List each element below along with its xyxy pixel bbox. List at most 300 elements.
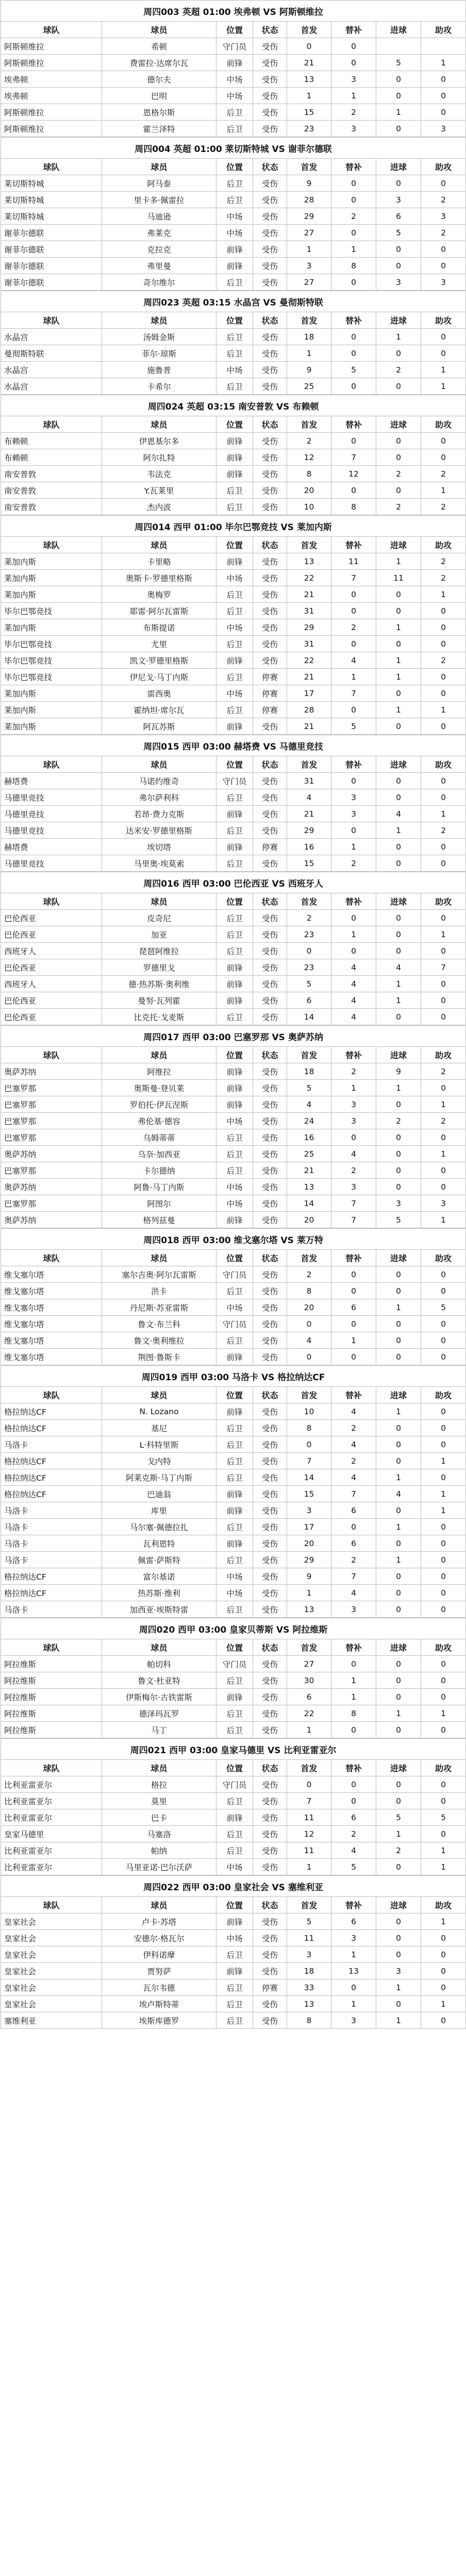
assists-cell: 1: [421, 806, 466, 822]
table-row: [1, 1793, 466, 1809]
column-header-player: 球员: [102, 1897, 217, 1913]
starts-cell: 21: [287, 718, 331, 735]
status-cell: 受伤: [253, 1946, 287, 1963]
subs-cell: 0: [331, 1349, 376, 1365]
assists-cell: 0: [421, 855, 466, 872]
assists-cell: 0: [421, 1436, 466, 1453]
position-cell: 前锋: [217, 839, 253, 855]
player-cell: 鲁文·奥利维拉: [102, 1332, 217, 1349]
subs-cell: 2: [331, 1453, 376, 1469]
status-cell: 受伤: [253, 1469, 287, 1486]
goals-cell: 1: [376, 1469, 421, 1486]
column-header-assists: 助攻: [421, 1250, 466, 1266]
position-cell: 前锋: [217, 433, 253, 449]
status-cell: 受伤: [253, 619, 287, 636]
table-row: [1, 1585, 466, 1601]
column-header-position: 位置: [217, 159, 253, 175]
column-header-subs: 替补: [331, 416, 376, 433]
match-table: [1, 1618, 466, 1738]
goals-cell: 0: [376, 1913, 421, 1930]
player-cell: 伊科诺摩: [102, 1946, 217, 1963]
starts-cell: 11: [287, 1809, 331, 1826]
starts-cell: 13: [287, 71, 331, 88]
assists-cell: 0: [421, 433, 466, 449]
position-cell: 前锋: [217, 1689, 253, 1705]
position-cell: 中场: [217, 208, 253, 225]
subs-cell: 2: [331, 104, 376, 121]
match-table: [1, 1228, 466, 1365]
match-title-row: [1, 1876, 466, 1897]
column-header-subs: 替补: [331, 1760, 376, 1776]
player-cell: 帕切科: [102, 1656, 217, 1672]
goals-cell: 0: [376, 1793, 421, 1809]
position-cell: 守门员: [217, 38, 253, 55]
position-cell: 前锋: [217, 1913, 253, 1930]
player-cell: 奇尔维尔: [102, 274, 217, 291]
column-header-status: 状态: [253, 22, 287, 38]
starts-cell: 31: [287, 603, 331, 619]
table-row: [1, 2012, 466, 2029]
starts-cell: 0: [287, 1349, 331, 1365]
team-cell: 皇家社会: [1, 1979, 102, 1996]
player-cell: 马尔塞·佩德拉扎: [102, 1519, 217, 1535]
table-row: [1, 1689, 466, 1705]
position-cell: 后卫: [217, 822, 253, 839]
subs-cell: 0: [331, 586, 376, 603]
position-cell: 前锋: [217, 1063, 253, 1080]
player-cell: 阿瓦苏斯: [102, 718, 217, 735]
position-cell: 前锋: [217, 1963, 253, 1979]
goals-cell: 0: [376, 1946, 421, 1963]
status-cell: 受伤: [253, 1420, 287, 1436]
table-row: [1, 1705, 466, 1722]
goals-cell: 4: [376, 806, 421, 822]
table-row: [1, 718, 466, 735]
goals-cell: 0: [376, 1009, 421, 1025]
team-cell: 莱加内斯: [1, 685, 102, 702]
goals-cell: 0: [376, 88, 421, 104]
table-row: [1, 1469, 466, 1486]
column-header-player: 球员: [102, 1760, 217, 1776]
starts-cell: 17: [287, 685, 331, 702]
table-row: [1, 976, 466, 992]
assists-cell: 0: [421, 1332, 466, 1349]
position-cell: 后卫: [217, 1979, 253, 1996]
team-cell: 巴伦西亚: [1, 1009, 102, 1025]
starts-cell: 25: [287, 378, 331, 395]
status-cell: 受伤: [253, 482, 287, 499]
table-row: [1, 669, 466, 685]
table-row: [1, 1436, 466, 1453]
team-cell: 巴伦西亚: [1, 992, 102, 1009]
subs-cell: 6: [331, 1913, 376, 1930]
subs-cell: 0: [331, 910, 376, 926]
position-cell: 后卫: [217, 1996, 253, 2012]
table-row: [1, 652, 466, 669]
position-cell: 前锋: [217, 466, 253, 482]
table-row: [1, 1946, 466, 1963]
assists-cell: 2: [421, 652, 466, 669]
assists-cell: 1: [421, 1453, 466, 1469]
column-header-player: 球员: [102, 537, 217, 553]
goals-cell: 1: [376, 553, 421, 570]
status-cell: 受伤: [253, 1212, 287, 1228]
team-cell: 格拉纳达CF: [1, 1585, 102, 1601]
column-header-player: 球员: [102, 416, 217, 433]
player-cell: 阿维拉: [102, 1063, 217, 1080]
status-cell: 受伤: [253, 104, 287, 121]
assists-cell: 1: [421, 1486, 466, 1502]
assists-cell: 0: [421, 1469, 466, 1486]
column-header-subs: 替补: [331, 22, 376, 38]
column-header-assists: 助攻: [421, 1897, 466, 1913]
status-cell: 受伤: [253, 88, 287, 104]
starts-cell: 21: [287, 669, 331, 685]
match-title: 周四004 英超 01:00 莱切斯特城 VS 谢菲尔德联: [1, 138, 466, 159]
position-cell: 后卫: [217, 789, 253, 806]
team-cell: 布赖顿: [1, 433, 102, 449]
subs-cell: 0: [331, 1979, 376, 1996]
position-cell: 后卫: [217, 1009, 253, 1025]
column-header-row: [1, 1639, 466, 1656]
starts-cell: 8: [287, 466, 331, 482]
column-header-goals: 进球: [376, 416, 421, 433]
starts-cell: 31: [287, 773, 331, 789]
column-header-assists: 助攻: [421, 1760, 466, 1776]
starts-cell: 4: [287, 1096, 331, 1113]
column-header-goals: 进球: [376, 1897, 421, 1913]
team-cell: 赫塔费: [1, 839, 102, 855]
table-row: [1, 806, 466, 822]
position-cell: 中场: [217, 619, 253, 636]
column-header-row: [1, 893, 466, 910]
column-header-starts: 首发: [287, 1760, 331, 1776]
column-header-team: 球队: [1, 22, 102, 38]
position-cell: 中场: [217, 362, 253, 378]
goals-cell: 0: [376, 1776, 421, 1793]
starts-cell: 10: [287, 1403, 331, 1420]
table-row: [1, 274, 466, 291]
goals-cell: 0: [376, 1930, 421, 1946]
column-header-subs: 替补: [331, 893, 376, 910]
starts-cell: 23: [287, 959, 331, 976]
team-cell: 格拉纳达CF: [1, 1403, 102, 1420]
goals-cell: 0: [376, 603, 421, 619]
team-cell: 巴塞罗那: [1, 1113, 102, 1129]
table-row: [1, 1080, 466, 1096]
starts-cell: 30: [287, 1672, 331, 1689]
subs-cell: 8: [331, 258, 376, 274]
subs-cell: 0: [331, 1519, 376, 1535]
player-cell: 阿鲁·马丁内斯: [102, 1179, 217, 1195]
starts-cell: 16: [287, 1129, 331, 1146]
subs-cell: 2: [331, 1826, 376, 1842]
team-cell: 维戈塞尔塔: [1, 1349, 102, 1365]
assists-cell: 1: [421, 1502, 466, 1519]
position-cell: 前锋: [217, 258, 253, 274]
table-row: [1, 943, 466, 959]
starts-cell: 0: [287, 1316, 331, 1332]
player-cell: 耶雷·阿尔瓦雷斯: [102, 603, 217, 619]
player-cell: 弗莱克: [102, 225, 217, 241]
match-title-row: [1, 1026, 466, 1047]
position-cell: 前锋: [217, 806, 253, 822]
position-cell: 前锋: [217, 992, 253, 1009]
subs-cell: 0: [331, 225, 376, 241]
assists-cell: 2: [421, 499, 466, 515]
column-header-position: 位置: [217, 1897, 253, 1913]
match-title: 周四022 西甲 03:00 皇家社会 VS 塞维利亚: [1, 1876, 466, 1897]
match-title-row: [1, 1739, 466, 1760]
team-cell: 南安普敦: [1, 466, 102, 482]
position-cell: 前锋: [217, 652, 253, 669]
status-cell: 受伤: [253, 1332, 287, 1349]
starts-cell: 12: [287, 1826, 331, 1842]
status-cell: 受伤: [253, 1552, 287, 1568]
column-header-team: 球队: [1, 159, 102, 175]
column-header-subs: 替补: [331, 756, 376, 773]
player-cell: 希顿: [102, 38, 217, 55]
assists-cell: 0: [421, 329, 466, 345]
position-cell: 前锋: [217, 959, 253, 976]
player-cell: 韦法克: [102, 466, 217, 482]
team-cell: 巴塞罗那: [1, 1129, 102, 1146]
starts-cell: 28: [287, 192, 331, 208]
goals-cell: 0: [376, 1996, 421, 2012]
starts-cell: 0: [287, 1776, 331, 1793]
status-cell: 受伤: [253, 274, 287, 291]
table-row: [1, 553, 466, 570]
starts-cell: 14: [287, 1469, 331, 1486]
position-cell: 中场: [217, 1113, 253, 1129]
starts-cell: 8: [287, 2012, 331, 2029]
status-cell: 受伤: [253, 910, 287, 926]
subs-cell: 8: [331, 499, 376, 515]
column-header-status: 状态: [253, 537, 287, 553]
goals-cell: 0: [376, 1283, 421, 1299]
table-row: [1, 378, 466, 395]
status-cell: 受伤: [253, 1963, 287, 1979]
position-cell: 后卫: [217, 1162, 253, 1179]
status-cell: 受伤: [253, 449, 287, 466]
table-row: [1, 71, 466, 88]
subs-cell: 6: [331, 1299, 376, 1316]
table-row: [1, 1486, 466, 1502]
team-cell: 巴伦西亚: [1, 910, 102, 926]
team-cell: 奥萨苏纳: [1, 1146, 102, 1162]
goals-cell: 1: [376, 992, 421, 1009]
assists-cell: 0: [421, 636, 466, 652]
starts-cell: 21: [287, 586, 331, 603]
assists-cell: 1: [421, 362, 466, 378]
column-header-status: 状态: [253, 1387, 287, 1403]
player-cell: 奥斯曼·登贝莱: [102, 1080, 217, 1096]
goals-cell: 0: [376, 773, 421, 789]
goals-cell: 0: [376, 636, 421, 652]
assists-cell: 0: [421, 1979, 466, 1996]
goals-cell: 0: [376, 449, 421, 466]
goals-cell: 9: [376, 1063, 421, 1080]
subs-cell: 0: [331, 38, 376, 55]
team-cell: 谢菲尔德联: [1, 241, 102, 258]
goals-cell: 5: [376, 55, 421, 71]
position-cell: 后卫: [217, 345, 253, 362]
player-cell: 卡里略: [102, 553, 217, 570]
column-header-starts: 首发: [287, 312, 331, 329]
player-cell: N. Lozano: [102, 1403, 217, 1420]
goals-cell: 0: [376, 1453, 421, 1469]
position-cell: 前锋: [217, 1403, 253, 1420]
position-cell: 前锋: [217, 553, 253, 570]
position-cell: 前锋: [217, 1486, 253, 1502]
column-header-subs: 替补: [331, 1387, 376, 1403]
table-row: [1, 1842, 466, 1859]
team-cell: 巴伦西亚: [1, 959, 102, 976]
position-cell: 前锋: [217, 976, 253, 992]
team-cell: 阿拉维斯: [1, 1656, 102, 1672]
team-cell: 格拉纳达CF: [1, 1486, 102, 1502]
status-cell: 受伤: [253, 1793, 287, 1809]
starts-cell: 15: [287, 104, 331, 121]
match-title: 周四014 西甲 01:00 毕尔巴鄂竞技 VS 莱加内斯: [1, 516, 466, 537]
subs-cell: 0: [331, 1266, 376, 1283]
match-table: [1, 1738, 466, 1875]
goals-cell: 0: [376, 258, 421, 274]
subs-cell: 3: [331, 1601, 376, 1618]
player-cell: 埃斯库德罗: [102, 2012, 217, 2029]
table-row: [1, 822, 466, 839]
column-header-assists: 助攻: [421, 416, 466, 433]
table-row: [1, 1299, 466, 1316]
position-cell: 后卫: [217, 1793, 253, 1809]
status-cell: 受伤: [253, 806, 287, 822]
table-row: [1, 175, 466, 192]
status-cell: 受伤: [253, 466, 287, 482]
starts-cell: 21: [287, 55, 331, 71]
goals-cell: 1: [376, 1552, 421, 1568]
team-cell: 莱加内斯: [1, 586, 102, 603]
subs-cell: 5: [331, 1859, 376, 1875]
player-cell: 塞尔吉奥·阿尔瓦雷斯: [102, 1266, 217, 1283]
player-cell: 费雷拉·达席尔瓦: [102, 55, 217, 71]
position-cell: 后卫: [217, 1453, 253, 1469]
subs-cell: 1: [331, 88, 376, 104]
status-cell: 受伤: [253, 1568, 287, 1585]
table-row: [1, 1266, 466, 1283]
team-cell: 西班牙人: [1, 943, 102, 959]
table-row: [1, 789, 466, 806]
subs-cell: 4: [331, 1403, 376, 1420]
team-cell: 皇家社会: [1, 1963, 102, 1979]
status-cell: 受伤: [253, 1672, 287, 1689]
status-cell: 受伤: [253, 1930, 287, 1946]
match-table: [1, 1875, 466, 2029]
table-row: [1, 1316, 466, 1332]
starts-cell: 24: [287, 1113, 331, 1129]
position-cell: 前锋: [217, 1080, 253, 1096]
player-cell: 奥梅罗: [102, 586, 217, 603]
team-cell: 比利亚雷亚尔: [1, 1859, 102, 1875]
assists-cell: 2: [421, 466, 466, 482]
status-cell: 受伤: [253, 1299, 287, 1316]
team-cell: 马德里竞技: [1, 806, 102, 822]
subs-cell: 4: [331, 992, 376, 1009]
player-cell: L·科特里斯: [102, 1436, 217, 1453]
position-cell: 中场: [217, 1859, 253, 1875]
assists-cell: 0: [421, 449, 466, 466]
position-cell: 后卫: [217, 1146, 253, 1162]
subs-cell: 12: [331, 466, 376, 482]
match-title: 周四024 英超 03:15 南安普敦 VS 布赖顿: [1, 395, 466, 416]
status-cell: 受伤: [253, 1776, 287, 1793]
subs-cell: 0: [331, 1283, 376, 1299]
table-row: [1, 839, 466, 855]
position-cell: 后卫: [217, 943, 253, 959]
status-cell: 受伤: [253, 1096, 287, 1113]
status-cell: 受伤: [253, 1009, 287, 1025]
position-cell: 后卫: [217, 926, 253, 943]
subs-cell: 6: [331, 1535, 376, 1552]
status-cell: 受伤: [253, 499, 287, 515]
team-cell: 莱加内斯: [1, 619, 102, 636]
goals-cell: 0: [376, 1266, 421, 1283]
player-cell: 曼努·瓦列霍: [102, 992, 217, 1009]
goals-cell: 0: [376, 1689, 421, 1705]
goals-cell: 1: [376, 2012, 421, 2029]
starts-cell: 0: [287, 943, 331, 959]
team-cell: 马洛卡: [1, 1535, 102, 1552]
starts-cell: 22: [287, 570, 331, 586]
table-row: [1, 1096, 466, 1113]
player-cell: 罗德里戈: [102, 959, 217, 976]
starts-cell: 8: [287, 1420, 331, 1436]
column-header-subs: 替补: [331, 537, 376, 553]
starts-cell: 28: [287, 702, 331, 718]
starts-cell: 10: [287, 499, 331, 515]
status-cell: 受伤: [253, 1436, 287, 1453]
table-row: [1, 1809, 466, 1826]
goals-cell: 1: [376, 1705, 421, 1722]
goals-cell: 0: [376, 943, 421, 959]
assists-cell: 0: [421, 1403, 466, 1420]
position-cell: 中场: [217, 88, 253, 104]
subs-cell: 2: [331, 1420, 376, 1436]
table-row: [1, 619, 466, 636]
assists-cell: 0: [421, 839, 466, 855]
player-cell: 克拉克: [102, 241, 217, 258]
team-cell: 比利亚雷亚尔: [1, 1809, 102, 1826]
goals-cell: 0: [376, 433, 421, 449]
position-cell: 后卫: [217, 586, 253, 603]
assists-cell: 0: [421, 1963, 466, 1979]
player-cell: 佩雷·萨斯特: [102, 1552, 217, 1568]
goals-cell: 1: [376, 976, 421, 992]
player-cell: 若昂·费力克斯: [102, 806, 217, 822]
goals-cell: 0: [376, 1722, 421, 1738]
starts-cell: 27: [287, 1656, 331, 1672]
position-cell: 前锋: [217, 1535, 253, 1552]
starts-cell: 1: [287, 345, 331, 362]
goals-cell: 0: [376, 1332, 421, 1349]
goals-cell: 0: [376, 789, 421, 806]
table-row: [1, 1502, 466, 1519]
goals-cell: 0: [376, 926, 421, 943]
team-cell: 阿拉维斯: [1, 1689, 102, 1705]
table-row: [1, 1420, 466, 1436]
assists-cell: 0: [421, 345, 466, 362]
player-cell: 弗伦基·德容: [102, 1113, 217, 1129]
goals-cell: 3: [376, 192, 421, 208]
